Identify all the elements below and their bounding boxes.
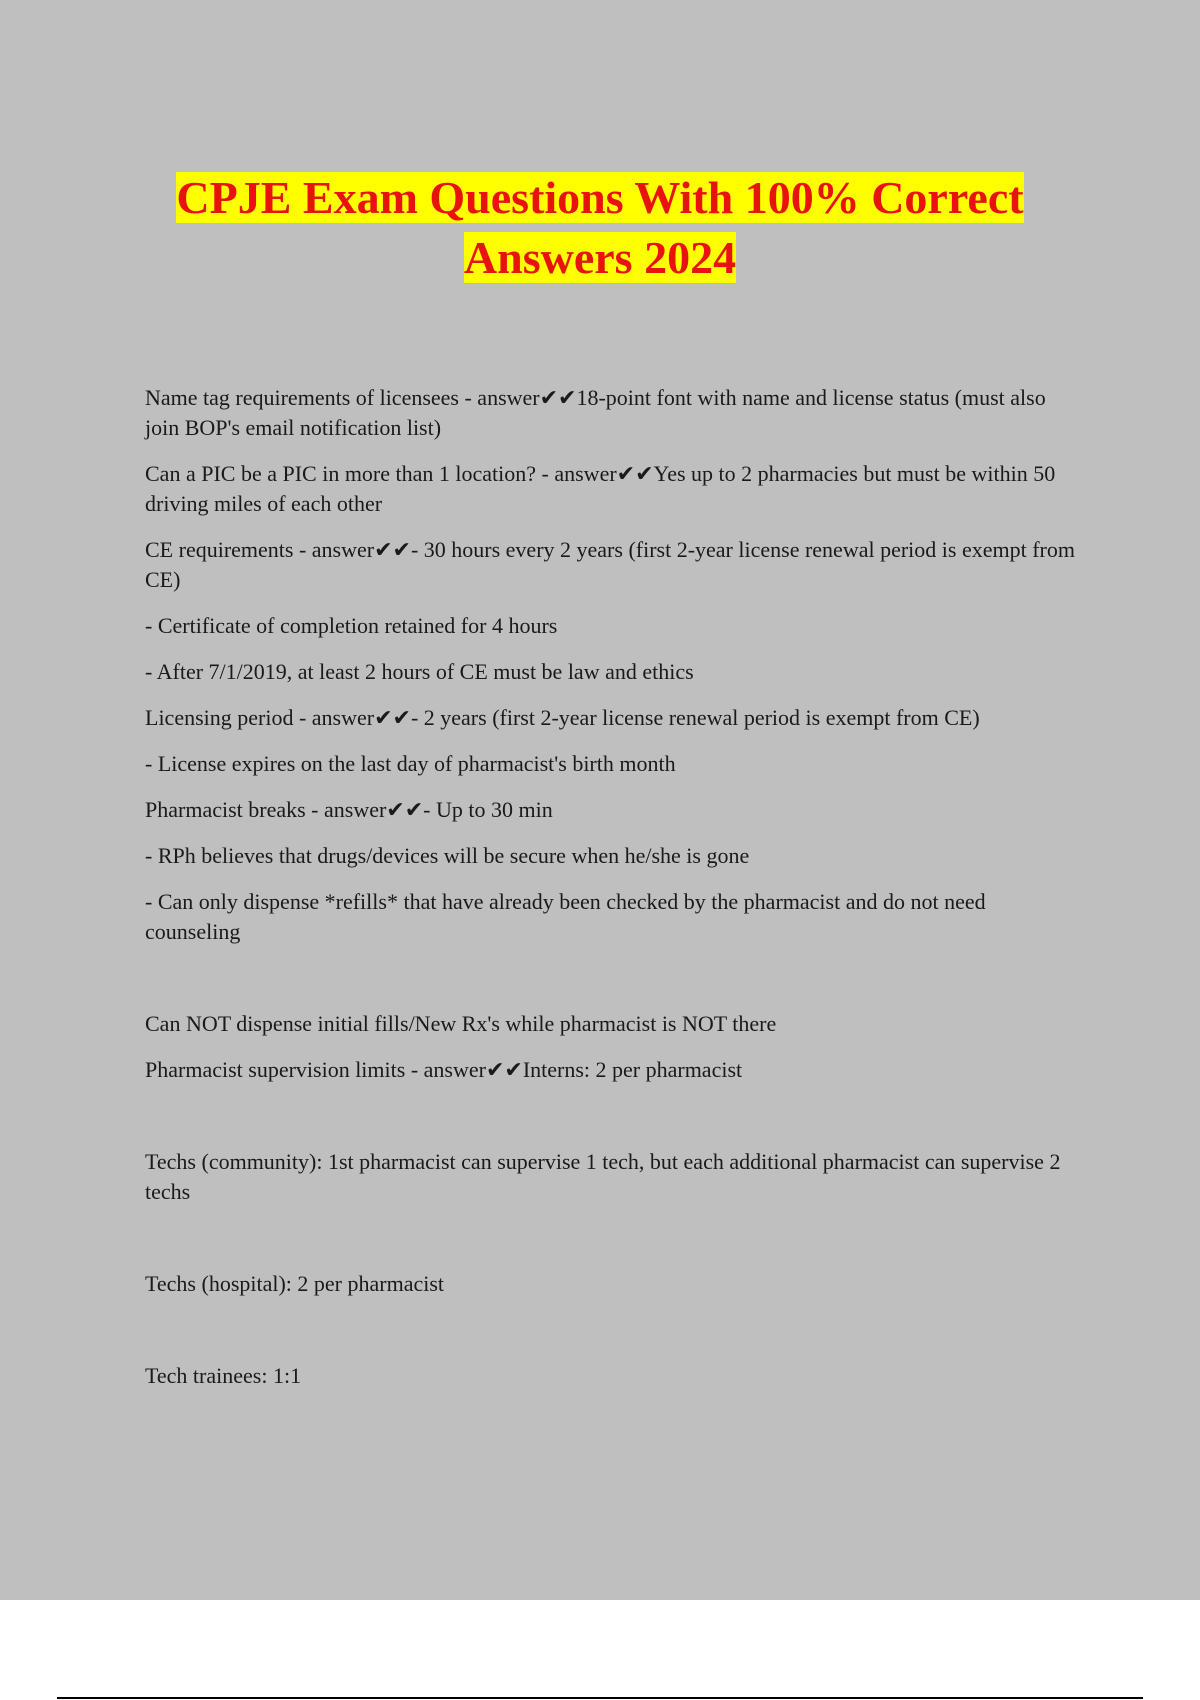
title-line-1: CPJE Exam Questions With 100% Correct (176, 172, 1024, 223)
document-title (0, 168, 1200, 288)
paragraph-supervision-limits: Pharmacist supervision limits - answer✔✔Interns: 2 per pharmacist (145, 1057, 743, 1082)
paragraph-techs-community: Techs (community): 1st pharmacist can supervise 1 tech, but each additional pharmacist can supervise 2 techs (145, 1149, 1061, 1204)
paragraph-law-ethics: - After 7/1/2019, at least 2 hours of CE must be law and ethics (145, 659, 694, 684)
bottom-divider (57, 1697, 1143, 1699)
paragraph-secure-drugs: - RPh believes that drugs/devices will be secure when he/she is gone (145, 843, 750, 868)
paragraph-pharmacist-breaks: Pharmacist breaks - answer✔✔- Up to 30 min (145, 797, 553, 822)
paragraph-pic-locations: Can a PIC be a PIC in more than 1 location? - answer✔✔Yes up to 2 pharmacies but must be within 50 driving miles of each other (145, 461, 1056, 516)
document-body (145, 383, 1075, 1407)
paragraph-refills: - Can only dispense *refills* that have already been checked by the pharmacist and do not need counseling (145, 889, 986, 944)
paragraph-licensing-period: Licensing period - answer✔✔- 2 years (first 2-year license renewal period is exempt from CE) (145, 705, 980, 730)
paragraph-license-expiry: - License expires on the last day of pharmacist's birth month (145, 751, 676, 776)
paragraph-initial-fills: Can NOT dispense initial fills/New Rx's while pharmacist is NOT there (145, 1011, 777, 1036)
paragraph-ce-requirements: CE requirements - answer✔✔- 30 hours every 2 years (first 2-year license renewal period is exempt from CE) (145, 537, 1075, 592)
title-line-2: Answers 2024 (463, 232, 737, 283)
paragraph-techs-hospital: Techs (hospital): 2 per pharmacist (145, 1271, 445, 1296)
paragraph-tech-trainees: Tech trainees: 1:1 (145, 1363, 302, 1388)
paragraph-certificate: - Certificate of completion retained for 4 hours (145, 613, 558, 638)
paragraph-name-tag: Name tag requirements of licensees - answer✔✔18-point font with name and license status (must also join BOP's email notification list) (145, 385, 1046, 440)
